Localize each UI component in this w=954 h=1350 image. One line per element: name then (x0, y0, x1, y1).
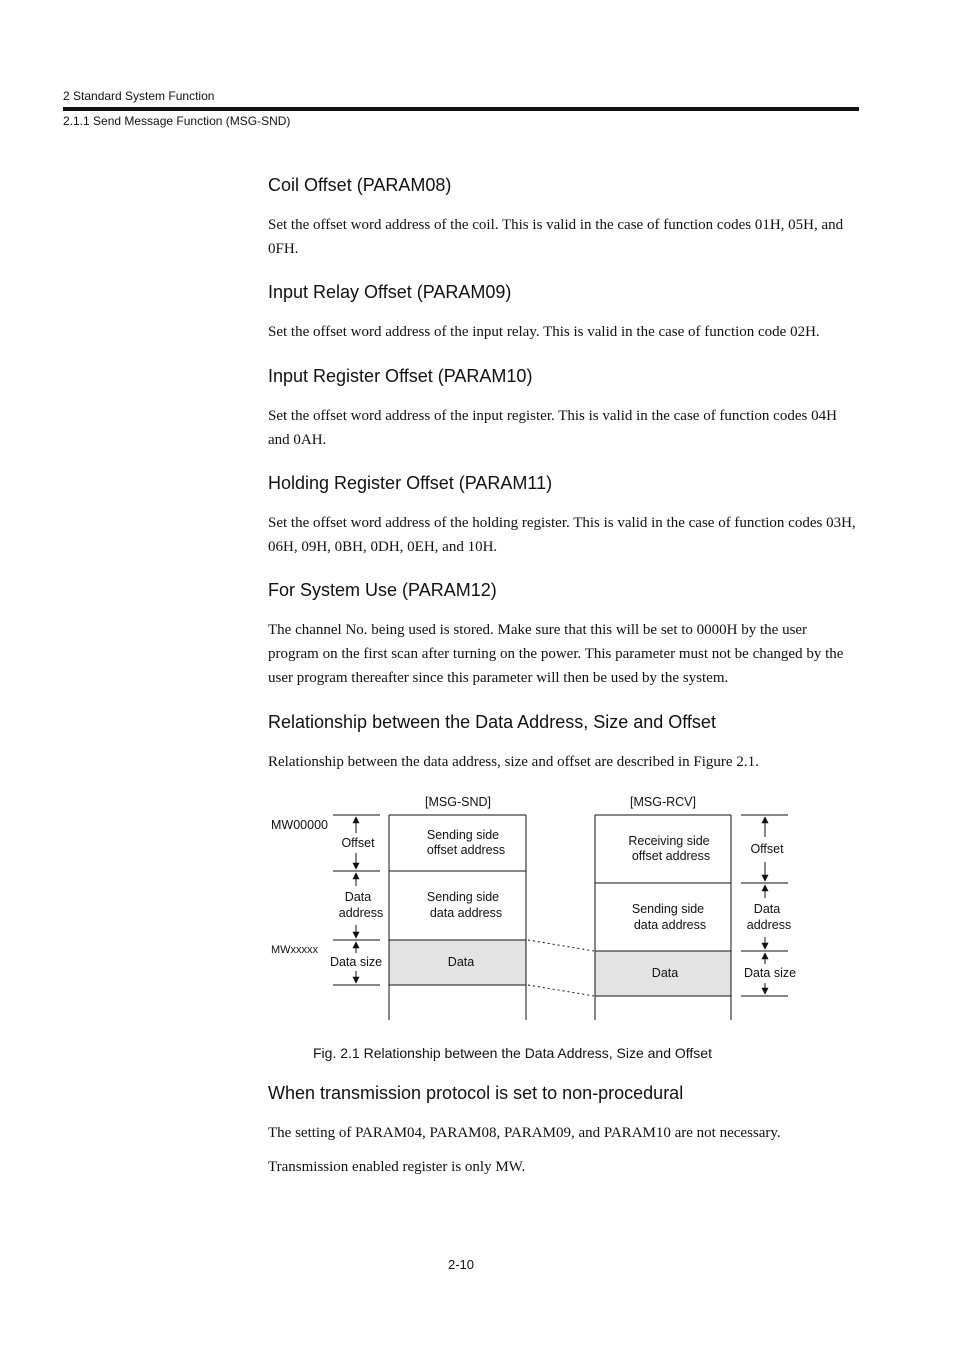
addr-start-label: MW00000 (271, 818, 328, 832)
snd-data-label: Data (447, 955, 475, 969)
left-data-size-label: Data size (329, 955, 383, 969)
snd-offset-line1: Sending side (426, 828, 500, 842)
right-data-address-label-2: address (746, 918, 792, 932)
figure-caption: Fig. 2.1 Relationship between the Data Address, Size and Offset (313, 1045, 712, 1061)
rcv-data-label: Data (651, 966, 679, 980)
heading-system-use: For System Use (PARAM12) (268, 580, 497, 600)
snd-data-address-line1: Sending side (426, 890, 500, 904)
left-offset-label: Offset (341, 836, 375, 850)
heading-relationship: Relationship between the Data Address, Size and Offset (268, 712, 716, 732)
left-data-address-label-1: Data (344, 890, 372, 904)
paragraph-input-register-offset: Set the offset word address of the input register. This is valid in the case of function codes 04H and 0AH. (268, 408, 837, 448)
rcv-data-address-line2: data address (633, 918, 707, 932)
heading-coil-offset: Coil Offset (PARAM08) (268, 175, 452, 195)
relationship-diagram (260, 790, 820, 1030)
paragraph-coil-offset: Set the offset word address of the coil. This is valid in the case of function codes 01H, 05H, and 0FH. (268, 217, 844, 257)
right-data-address-label-1: Data (753, 902, 781, 916)
data-connector-lines (528, 940, 594, 996)
rcv-offset-line2: offset address (631, 849, 711, 863)
rcv-offset-line1: Receiving side (628, 834, 710, 848)
paragraph-relationship: Relationship between the data address, size and offset are described in Figure 2.1. (268, 754, 759, 770)
snd-title: [MSG-SND] (425, 795, 491, 809)
snd-offset-line2: offset address (426, 843, 506, 857)
paragraph-system-use: The channel No. being used is stored. Make sure that this will be set to 0000H by the user program on the first scan after turning on the power. This parameter must not be changed by the user program thereafter since this parameter will then be used by the system. (268, 622, 844, 686)
paragraph-holding-register-offset: Set the offset word address of the holding register. This is valid in the case of function codes 03H, 06H, 09H, 0BH, 0DH, 0EH, and 10H. (268, 515, 856, 555)
heading-non-procedural: When transmission protocol is set to non-procedural (268, 1083, 684, 1103)
rcv-title: [MSG-RCV] (630, 795, 696, 809)
snd-data-address-line2: data address (429, 906, 503, 920)
right-data-size-label: Data size (743, 966, 797, 980)
section-header: 2.1.1 Send Message Function (MSG-SND) (63, 114, 291, 128)
right-offset-label: Offset (750, 842, 784, 856)
page-number: 2-10 (448, 1257, 475, 1272)
heading-input-relay-offset: Input Relay Offset (PARAM09) (268, 282, 512, 302)
paragraph-non-procedural-2: Transmission enabled register is only MW. (268, 1159, 526, 1175)
paragraph-non-procedural-1: The setting of PARAM04, PARAM08, PARAM09, and PARAM10 are not necessary. (268, 1125, 781, 1141)
addr-end-label: MWxxxxx (271, 944, 319, 956)
paragraph-input-relay-offset: Set the offset word address of the input relay. This is valid in the case of function code 02H. (268, 324, 820, 340)
heading-input-register-offset: Input Register Offset (PARAM10) (268, 366, 533, 386)
left-data-address-label-2: address (338, 906, 384, 920)
rcv-data-address-line1: Sending side (631, 902, 705, 916)
heading-holding-register-offset: Holding Register Offset (PARAM11) (268, 473, 553, 493)
chapter-header: 2 Standard System Function (63, 89, 215, 103)
header-rule (63, 107, 859, 111)
